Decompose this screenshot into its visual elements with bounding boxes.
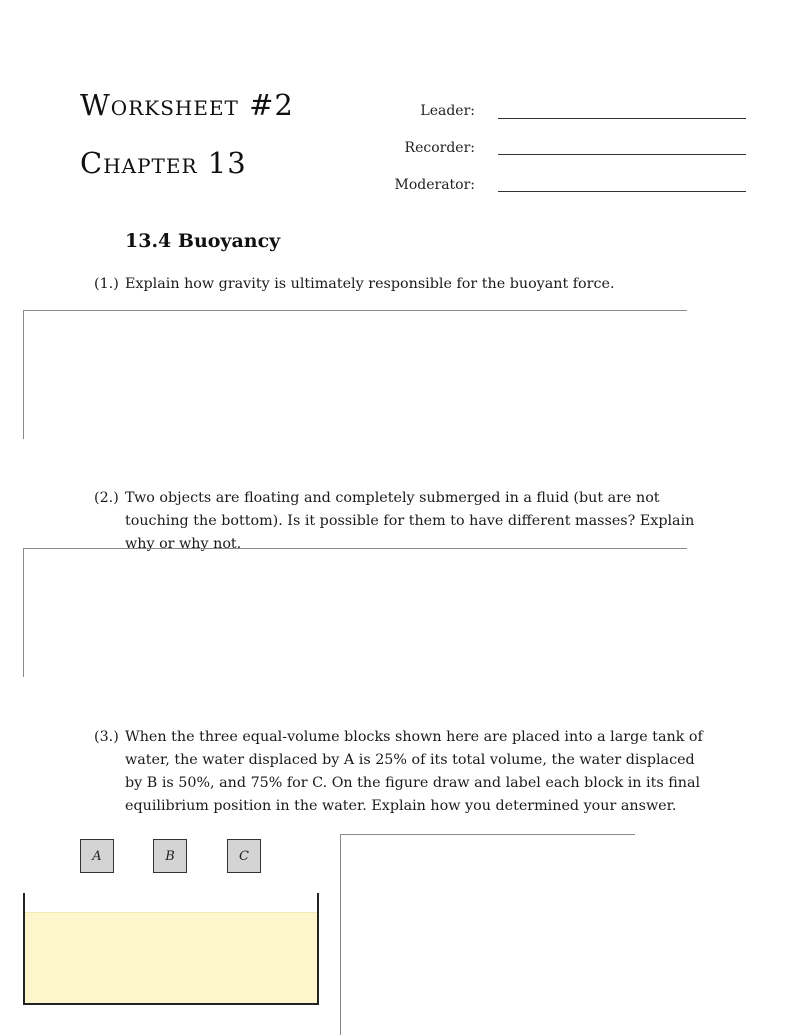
moderator-field[interactable]: [498, 191, 746, 192]
question-text: Explain how gravity is ultimately responsible for the buoyant force.: [125, 276, 615, 292]
worksheet-title: Worksheet #2: [80, 88, 294, 122]
answer-box-2[interactable]: [23, 548, 687, 677]
question-2: [94, 487, 706, 556]
moderator-label: Moderator:: [394, 177, 475, 193]
section-title: 13.4 Buoyancy: [125, 230, 281, 252]
recorder-field[interactable]: [498, 154, 746, 155]
question-number: (3.): [94, 729, 119, 745]
answer-box-1[interactable]: [23, 310, 687, 439]
leader-label: Leader:: [420, 103, 475, 119]
leader-field[interactable]: [498, 118, 746, 119]
block-a[interactable]: A: [80, 839, 114, 873]
question-text: When the three equal-volume blocks shown here are placed into a large tank of water, the water displaced by A is 25% of its total volume, the water displaced by B is 50%, and 75% for C. On the figure draw and label each block in its final equilibrium position in the water. Explain how you determined your answer.: [125, 729, 703, 814]
answer-box-3[interactable]: [340, 834, 635, 1035]
water: [25, 912, 317, 1003]
block-b[interactable]: B: [153, 839, 187, 873]
block-c[interactable]: C: [227, 839, 261, 873]
question-text: Two objects are floating and completely submerged in a fluid (but are not touching the bottom). Is it possible for them to have different masses? Explain why or why not.: [125, 490, 695, 552]
chapter-title: Chapter 13: [80, 146, 247, 180]
water-tank: [23, 893, 319, 1005]
question-3: [94, 726, 706, 818]
question-number: (1.): [94, 276, 119, 292]
question-number: (2.): [94, 490, 119, 506]
recorder-label: Recorder:: [404, 140, 475, 156]
question-1: [94, 273, 706, 296]
